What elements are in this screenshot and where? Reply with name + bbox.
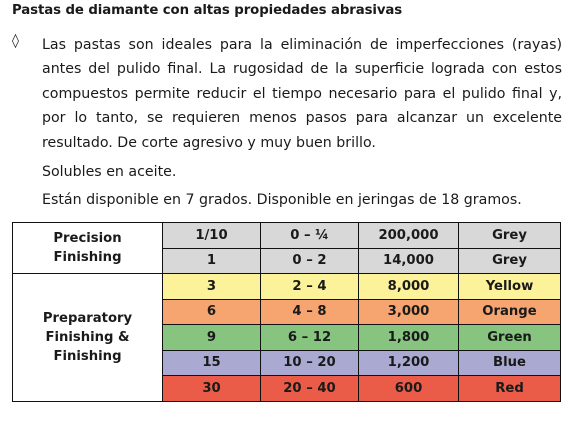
solubility-note: Solubles en aceite. [42,164,177,180]
grade-cell: 30 [163,376,261,402]
color-cell: Grey [459,248,561,274]
description-paragraph: Las pastas son ideales para la eliminación de imperfecciones (rayas) antes del pulido final. La rugosidad de la superficie lograda con estos compuestos permite reducir el tiempo necesario para el pulido final y, por lo tanto, se requieren menos pasos para alcanzar un excelente resultado. De corte agresivo y muy buen brillo. [42,37,562,151]
mesh-cell: 8,000 [359,274,459,300]
range-cell: 10 – 20 [261,350,359,376]
color-cell: Green [459,325,561,351]
color-cell: Yellow [459,274,561,300]
mesh-cell: 1,200 [359,350,459,376]
range-cell: 0 – ¼ [261,223,359,249]
grade-cell: 1/10 [163,223,261,249]
group-label-preparatory: Preparatory Finishing & Finishing [13,274,163,402]
mesh-cell: 600 [359,376,459,402]
range-cell: 2 – 4 [261,274,359,300]
page-title: Pastas de diamante con altas propiedades abrasivas [12,3,403,18]
table-row [13,274,561,300]
grade-cell: 9 [163,325,261,351]
range-cell: 4 – 8 [261,299,359,325]
range-cell: 0 – 2 [261,248,359,274]
table-row [13,223,561,249]
grade-cell: 15 [163,350,261,376]
mesh-cell: 14,000 [359,248,459,274]
group-label-precision: Precision Finishing [13,223,163,274]
grade-cell: 1 [163,248,261,274]
color-cell: Grey [459,223,561,249]
color-cell: Orange [459,299,561,325]
range-cell: 6 – 12 [261,325,359,351]
range-cell: 20 – 40 [261,376,359,402]
grade-cell: 3 [163,274,261,300]
mesh-cell: 200,000 [359,223,459,249]
mesh-cell: 3,000 [359,299,459,325]
color-cell: Blue [459,350,561,376]
availability-note: Están disponible en 7 grados. Disponible en jeringas de 18 gramos. [42,192,522,208]
color-cell: Red [459,376,561,402]
grades-table [12,222,561,402]
grade-cell: 6 [163,299,261,325]
diamond-bullet-icon: ◊ [12,33,19,49]
mesh-cell: 1,800 [359,325,459,351]
